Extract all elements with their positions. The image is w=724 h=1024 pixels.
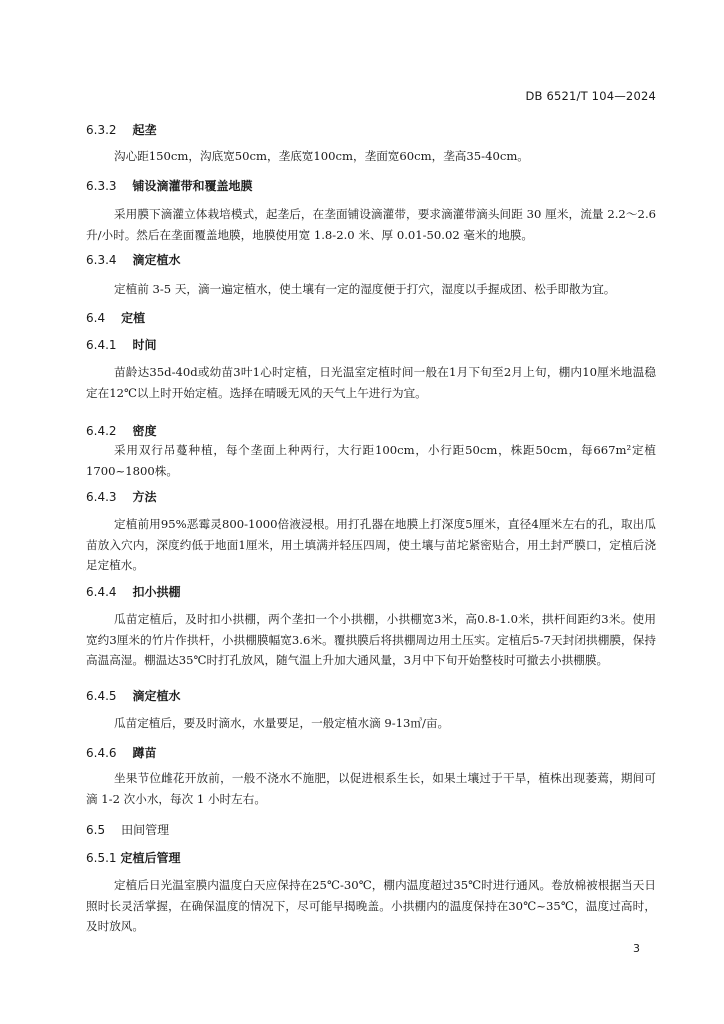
- section-number: 6.4.5: [86, 689, 117, 703]
- section-heading-6-4-4: [86, 584, 181, 600]
- section-body-6-3-4: 定植前 3-5 天，滴一遍定植水，使土壤有一定的湿度便于打穴，湿度以手握成团、松手即散为宜。: [114, 282, 616, 296]
- section-title: 铺设滴灌带和覆盖地膜: [132, 179, 253, 193]
- section-heading-6-5: [86, 822, 169, 838]
- section-title: 田间管理: [121, 823, 170, 837]
- section-heading-6-4: [86, 310, 145, 326]
- section-number: 6.4: [86, 311, 106, 325]
- section-body-6-4-5: 瓜苗定植后，要及时滴水，水量要足，一般定植水滴 9-13㎥/亩。: [114, 716, 450, 730]
- section-title: 时间: [132, 338, 157, 352]
- section-body-6-4-2: 采用双行吊蔓种植，每个垄面上种两行，大行距100cm，小行距50cm，株距50cm，每667m²定植1700~1800株。: [86, 443, 656, 478]
- section-body-6-4-3: 定植前用95%恶霉灵800-1000倍液浸根。用打孔器在地膜上打深度5厘米，直径4厘米左右的孔，取出瓜苗放入穴内，深度约低于地面1厘米，用土填满并轻压四周，使土壤与苗坨紧密贴合，用土封严膜口，定植后浇足定植水。: [86, 517, 656, 572]
- section-number: 6.3.4: [86, 253, 117, 267]
- section-title: 密度: [132, 424, 157, 438]
- section-number: 6.3.2: [86, 123, 117, 137]
- section-title: 滴定植水: [132, 689, 181, 703]
- section-title: 定植后管理: [120, 851, 181, 865]
- section-body-6-4-1: 苗龄达35d-40d或幼苗3叶1心时定植，日光温室定植时间一般在1月下旬至2月上旬，棚内10厘米地温稳定在12℃以上时开始定植。选择在晴暖无风的天气上午进行为宜。: [86, 365, 656, 400]
- section-number: 6.4.1: [86, 338, 117, 352]
- section-number: 6.3.3: [86, 179, 117, 193]
- section-body-6-3-3: 采用膜下滴灌立体栽培模式，起垄后，在垄面铺设滴灌带，要求滴灌带滴头间距 30 厘米，流量 2.2～2.6 升/小时。然后在垄面覆盖地膜，地膜使用宽 1.8-2.0 米、厚 0.01-50.02 毫米的地膜。: [86, 207, 656, 242]
- section-body-6-3-2: 沟心距150cm，沟底宽50cm，垄底宽100cm，垄面宽60cm，垄高35-40cm。: [114, 149, 529, 163]
- page-number: 3: [633, 942, 640, 955]
- section-heading-6-4-3: [86, 489, 157, 505]
- document-id: DB 6521/T 104—2024: [525, 89, 656, 103]
- section-number: 6.5: [86, 823, 106, 837]
- section-heading-6-4-5: [86, 688, 181, 704]
- section-number: 6.4.6: [86, 746, 117, 760]
- section-heading-6-3-2: [86, 122, 157, 138]
- section-number: 6.4.4: [86, 585, 117, 599]
- section-title: 扣小拱棚: [132, 585, 181, 599]
- section-body-6-5-1: 定植后日光温室膜内温度白天应保持在25℃-30℃，棚内温度超过35℃时进行通风。卷放棉被根据当天日照时长灵活掌握，在确保温度的情况下，尽可能早揭晚盖。小拱棚内的温度保持在30℃~35℃，温度过高时，及时放风。: [86, 878, 656, 933]
- section-title: 起垄: [132, 123, 157, 137]
- section-heading-6-3-4: [86, 252, 181, 268]
- section-number: 6.4.3: [86, 490, 117, 504]
- section-heading-6-5-1: [86, 850, 181, 866]
- section-heading-6-4-6: [86, 745, 157, 761]
- section-title: 定植: [121, 311, 146, 325]
- section-number: 6.4.2: [86, 424, 117, 438]
- section-body-6-4-4: 瓜苗定植后，及时扣小拱棚，两个垄扣一个小拱棚，小拱棚宽3米，高0.8-1.0米，拱杆间距约3米。使用宽约3厘米的竹片作拱杆，小拱棚膜幅宽3.6米。覆拱膜后将拱棚周边用土压实。定植后5-7天封闭拱棚膜，保持高温高湿。棚温达35℃时打孔放风，随气温上升加大通风量，3月中下旬开始整枝时可撤去小拱棚膜。: [86, 612, 656, 667]
- section-heading-6-3-3: [86, 178, 253, 194]
- section-heading-6-4-1: [86, 337, 157, 353]
- section-title: 蹲苗: [132, 746, 157, 760]
- section-number: 6.5.1: [86, 851, 117, 865]
- section-title: 滴定植水: [132, 253, 181, 267]
- section-title: 方法: [132, 490, 157, 504]
- section-heading-6-4-2: [86, 423, 157, 439]
- section-body-6-4-6: 坐果节位雌花开放前，一般不浇水不施肥，以促进根系生长，如果土壤过于干旱，植株出现萎蔫，期间可滴 1-2 次小水，每次 1 小时左右。: [86, 771, 656, 806]
